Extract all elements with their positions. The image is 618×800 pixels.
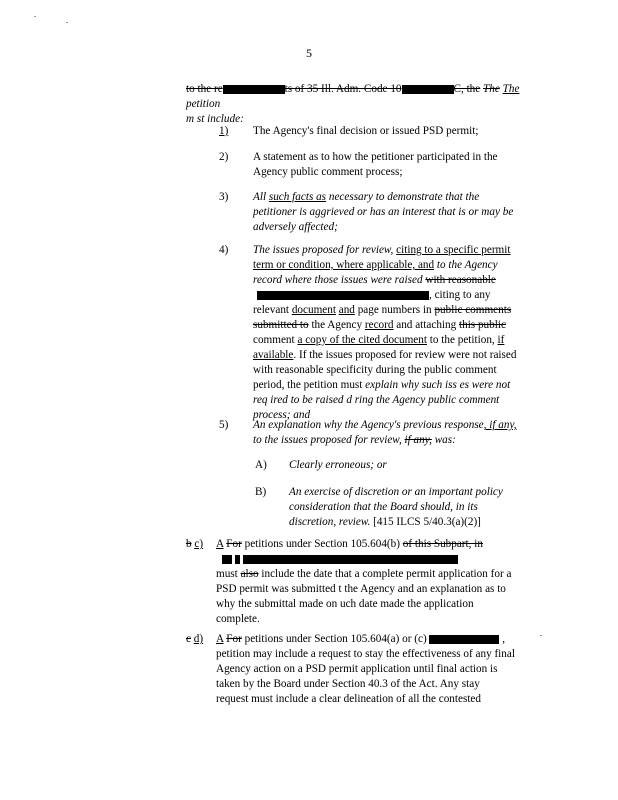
redaction-mark bbox=[223, 85, 285, 94]
item-text-part: if bbox=[497, 334, 505, 346]
sub-item-number: B) bbox=[255, 486, 267, 498]
paragraph-text-part: A bbox=[216, 538, 224, 550]
new-label: d) bbox=[193, 633, 204, 645]
item-text-part: The issues proposed for review, bbox=[253, 244, 394, 256]
intro-struck-text-3: C, the bbox=[453, 83, 481, 95]
paragraph-label bbox=[186, 537, 203, 552]
item-text-part: to the Agency bbox=[436, 259, 498, 271]
item-text bbox=[253, 243, 543, 423]
paragraph-text-line: request must include a clear delineation of all the contested bbox=[216, 693, 481, 705]
page-number: 5 bbox=[306, 46, 312, 60]
paragraph-text-line: petition may include a request to stay the effectiveness of any final bbox=[216, 648, 515, 660]
sub-item-text-line: consideration that the Board should, in its bbox=[289, 501, 478, 513]
intro-paragraph bbox=[186, 82, 536, 127]
old-label: b bbox=[186, 538, 192, 550]
paragraph-text-line: PSD permit was submitted t the Agency and an explanation as to bbox=[216, 583, 506, 595]
item-text-part: necessary to demonstrate that the petitioner is aggrieved or has an interest that is or may be adversely affected; bbox=[253, 191, 514, 233]
paragraph-text-line: Agency action on a PSD permit application until final action is bbox=[216, 663, 498, 675]
item-text-part: to the issues proposed for review, bbox=[253, 434, 402, 446]
intro-struck-text-2: ts of 35 Ill. Adm. Code 10 bbox=[284, 83, 402, 95]
item-text-part: relevant bbox=[253, 304, 290, 316]
item-text: A statement as to how the petitioner participated in the Agency public comment process; bbox=[253, 151, 498, 178]
paragraph-text-part: petitions under Section 105.604(b) bbox=[244, 538, 400, 550]
paragraph-text-line: taken by the Board under Section 40.3 of the Act. Any stay bbox=[216, 678, 480, 690]
item-number: 4) bbox=[219, 244, 229, 256]
paragraph-text-line: why the submittal made on uch date made the application bbox=[216, 598, 474, 610]
item-text-part: term or condition, where applicable, and bbox=[253, 259, 435, 271]
item-text-struck: submitted to bbox=[253, 319, 309, 331]
item-text-part: All bbox=[253, 191, 267, 203]
item-text-part: citing to a specific permit bbox=[396, 244, 511, 256]
intro-line-1 bbox=[186, 82, 536, 112]
item-text-part: available bbox=[253, 349, 294, 361]
sub-item-text-line: An exercise of discretion or an important policy bbox=[289, 486, 503, 498]
item-text-part: record bbox=[364, 319, 394, 331]
item-text: The Agency's final decision or issued PSD permit; bbox=[253, 125, 479, 137]
intro-petition: petition bbox=[186, 98, 221, 110]
sub-item-text: Clearly erroneous; or bbox=[289, 459, 387, 471]
item-text-part: document bbox=[291, 304, 336, 316]
item-text bbox=[253, 418, 553, 448]
paragraph-text bbox=[216, 632, 536, 707]
paragraph-text-part: include the date that a complete permit application for a bbox=[261, 568, 512, 580]
scan-speck bbox=[66, 22, 68, 23]
item-text-struck: with reasonable bbox=[425, 274, 496, 286]
redaction-mark bbox=[243, 555, 458, 564]
scan-speck bbox=[34, 16, 36, 17]
item-text-part: and bbox=[338, 304, 355, 316]
item-text-part: record where those issues were raised bbox=[253, 274, 423, 286]
item-text-part: a copy of the cited document bbox=[297, 334, 427, 346]
redaction-mark bbox=[429, 635, 499, 644]
item-number: 3) bbox=[219, 191, 229, 203]
paragraph-text-struck: also bbox=[240, 568, 259, 580]
new-label: c) bbox=[194, 538, 204, 550]
item-text-struck: if any, bbox=[404, 434, 432, 446]
paragraph-text-line: complete. bbox=[216, 613, 260, 625]
paragraph-text-struck: of this Subpart, in bbox=[402, 538, 483, 550]
paragraph-label bbox=[186, 632, 203, 647]
paragraph-text-struck: For bbox=[226, 633, 242, 645]
item-text-part: to the petition, bbox=[429, 334, 495, 346]
item-text-struck: this public bbox=[459, 319, 506, 331]
intro-the: The bbox=[502, 83, 520, 95]
paragraph-text-part: , bbox=[502, 633, 506, 645]
old-label: c bbox=[186, 633, 191, 645]
item-text-part: period, the petition must bbox=[253, 379, 363, 391]
sub-item-citation: [415 ILCS 5/40.3(a)(2)] bbox=[373, 516, 481, 528]
item-text-part: , citing to any bbox=[429, 289, 491, 301]
item-number: 2) bbox=[219, 151, 229, 163]
intro-line-2: m st include: bbox=[186, 113, 244, 125]
item-text-underlined: such facts as bbox=[268, 191, 327, 203]
item-text bbox=[253, 190, 523, 235]
paragraph-text-struck: For bbox=[226, 538, 242, 550]
redaction-mark bbox=[257, 291, 429, 300]
item-number: 1) bbox=[219, 125, 229, 137]
sub-item-number: A) bbox=[255, 459, 267, 471]
paragraph-text-part: petitions under Section 105.604(a) or (c) bbox=[244, 633, 427, 645]
redaction-mark bbox=[222, 555, 232, 564]
item-text-line: with reasonable specificity during the public comment bbox=[253, 364, 497, 376]
item-text-part: page numbers in bbox=[357, 304, 432, 316]
redaction-mark bbox=[235, 555, 240, 564]
paragraph-text bbox=[216, 537, 536, 627]
item-text-line: process; and bbox=[253, 409, 311, 421]
item-text-part: . If the issues proposed for review were not raised bbox=[293, 349, 517, 361]
item-text-part: and attaching bbox=[396, 319, 457, 331]
item-number: 5) bbox=[219, 419, 229, 431]
item-text-part: , if any, bbox=[483, 419, 517, 431]
sub-item-text bbox=[289, 485, 549, 530]
intro-struck-text-1: to the re bbox=[186, 83, 223, 95]
scan-speck bbox=[540, 635, 542, 636]
item-text-line: req ired to be raised d ring the Agency public comment bbox=[253, 394, 500, 406]
item-text-part: was: bbox=[434, 434, 456, 446]
redaction-mark bbox=[402, 85, 454, 94]
paragraph-text-part: A bbox=[216, 633, 224, 645]
item-text-part: explain why such iss es were not bbox=[365, 379, 511, 391]
item-text-struck: public comments bbox=[434, 304, 512, 316]
sub-item-text-part: discretion, review. bbox=[289, 516, 371, 528]
paragraph-text-part: must bbox=[216, 568, 238, 580]
item-text-part: comment bbox=[253, 334, 295, 346]
intro-struck-the: The bbox=[483, 83, 500, 95]
item-text-part: An explanation why the Agency's previous response bbox=[253, 419, 484, 431]
item-text-part: the Agency bbox=[311, 319, 363, 331]
